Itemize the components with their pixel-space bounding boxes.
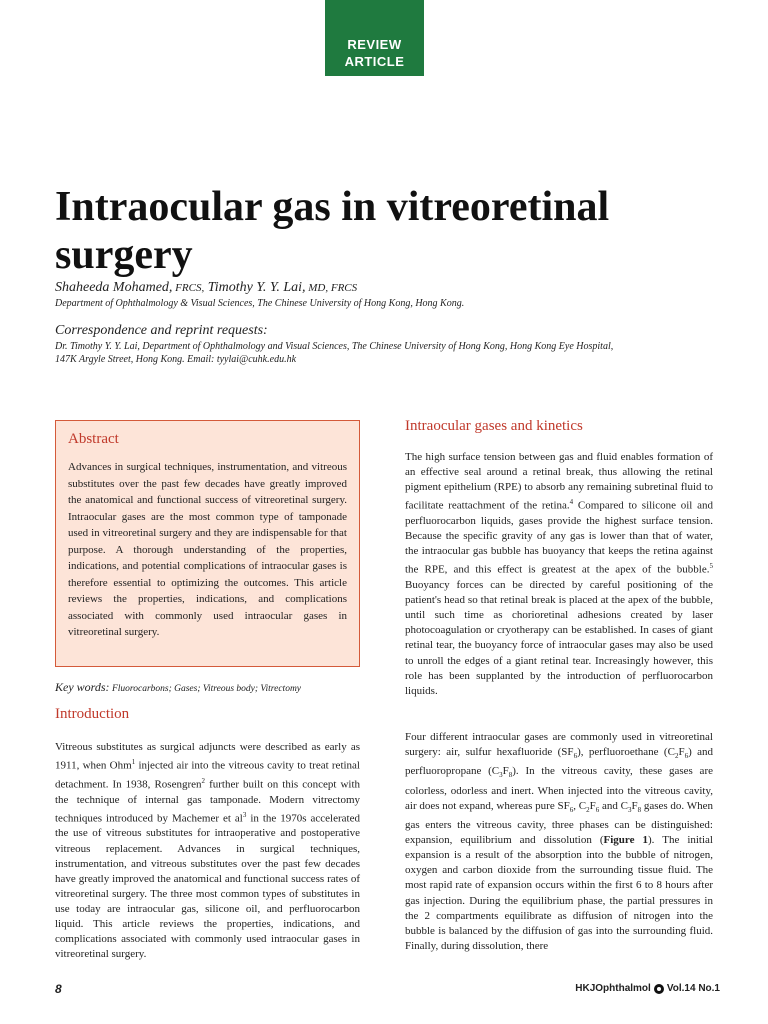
abstract-box	[55, 420, 360, 667]
intro-text-3: further built on this concept with the technique of internal gas tamponade. Modern vitrectomy techniques introduced by Machemer et al	[55, 778, 361, 825]
k2-s1: 6	[573, 752, 578, 761]
k2-s3: 6	[684, 752, 689, 761]
author-2-degree: MD, FRCS	[305, 282, 358, 294]
k2-t11: gases do. When gas enters the vitreous cavity, three phases can be distinguished: expansion, equilibrium and dissolution (	[405, 799, 713, 847]
badge-line-1: REVIEW	[347, 37, 402, 52]
author-line	[55, 280, 357, 296]
intro-text-2: injected air into the vitreous cavity to treat retinal detachment. In 1938, Rosengren	[55, 759, 360, 791]
ref-4: 4	[569, 498, 574, 507]
introduction-heading: Introduction	[55, 706, 130, 722]
kinetics-paragraph-2	[405, 730, 713, 954]
kinetics-paragraph-1	[405, 450, 713, 699]
abstract-heading: Abstract	[68, 431, 119, 447]
correspondence-heading: Correspondence and reprint requests:	[55, 323, 268, 338]
author-1-degree: FRCS,	[172, 282, 205, 294]
ref-2: 2	[201, 776, 206, 785]
intro-text-4: in the 1970s accelerated the use of vitreous substitutes for intraoperative and postoperative vitreous replacement. Advances in surgical techniques, instrumentation, and vitreous substitutes over the past few decades have greatly improved the anatomical and functional success rates of vitreoretinal surgery. The three most common types of substitutes in use today are intraocular gas, silicone oil, and perfluorocarbon liquid. This article reviews the properties, indications, and complications associated with commonly used intraocular gases in vitreoretinal surgery.	[55, 812, 360, 961]
k2-t3: F	[678, 746, 685, 759]
correspondence-line-1: Dr. Timothy Y. Y. Lai, Department of Ophthalmology and Visual Sciences, The Chinese University of Hong Kong, Hong Kong Eye Hospital,	[55, 341, 614, 352]
k2-t2: ), perfluoroethane (C	[577, 746, 675, 759]
keywords-label: Key words:	[55, 680, 110, 694]
keywords	[55, 680, 360, 695]
author-1: Shaheeda Mohamed,	[55, 280, 173, 295]
journal-logo-icon	[654, 984, 664, 994]
k2-t7: , C	[573, 799, 587, 812]
ref-5: 5	[709, 562, 713, 571]
journal-volume: Vol.14 No.1	[666, 983, 720, 994]
journal-name: HKJOphthalmol	[575, 983, 651, 994]
keywords-values: Fluorocarbons; Gases; Vitreous body; Vitrectomy	[109, 684, 302, 694]
k2-t6: ). In the vitreous cavity, these gases are colorless, odorless and inert. When injected into the vitreous cavity, air does not expand, whereas pure SF	[405, 765, 713, 812]
k2-s2: 2	[674, 752, 679, 761]
k2-t5: F	[502, 765, 509, 778]
k2-t12: ). The initial expansion is a result of the absorption into the bubble of nitrogen, oxygen and carbon dioxide from the surrounding tissue fluid. The most rapid rate of expansion occurs within the first 6 to 8 hours after gas injection. During the equilibrium phase, the partial pressures in the 2 compartments equilibrate as diffusion of nitrogen into the bubble is balanced by the diffusion of gas into the surrounding fluid. Finally, during dissolution, there	[405, 834, 713, 952]
intro-text-1: Vitreous substitutes as surgical adjuncts were described as early as 1911, when Ohm	[55, 741, 360, 772]
k2-t9: and C	[599, 799, 628, 812]
abstract-text: Advances in surgical techniques, instrumentation, and vitreous substitutes over the past few decades have greatly improved the anatomical and functional success of vitreoretinal surgery. Intraocular gases are the most common type of tamponade used in vitreoretinal surgery and they are indispensable for that purpose. A thorough understanding of the properties, indications, and potential complications of intraocular gases is therefore essential to optimizing the outcomes. This article reviews the properties, indications, and complications associated with commonly used intraocular gases in vitreoretinal surgery.	[68, 461, 347, 638]
page-number: 8	[55, 982, 62, 996]
k2-s8: 6	[595, 805, 600, 814]
k2-s7: 2	[586, 805, 590, 814]
k2-s9: 3	[627, 805, 632, 814]
figure-1-link[interactable]: Figure 1	[603, 834, 648, 847]
badge-line-2: ARTICLE	[344, 54, 405, 69]
article-type-badge	[325, 0, 424, 76]
k2-s4: 3	[499, 771, 503, 780]
k2-s10: 8	[637, 805, 642, 814]
k2-s5: 8	[508, 771, 513, 780]
journal-footer	[575, 983, 720, 994]
k2-s6: 6	[569, 805, 574, 814]
k2-t10: F	[631, 799, 638, 812]
kin-text-2: Compared to silicone oil and perfluorocarbon liquids, gases provide the highest surface tension. Because the specific gravity of any gas is lower than that of water, the intraocular gas bubble has buoyancy that keeps the retina against the RPE, and this effect is greatest at the apex of the bubble.	[405, 499, 713, 576]
k2-t8: F	[589, 799, 596, 812]
introduction-text	[55, 740, 360, 962]
k2-t1: Four different intraocular gases are commonly used in vitreoretinal surgery: air, sulfur hexafluoride (SF	[405, 731, 713, 759]
ref-1: 1	[131, 758, 136, 767]
author-2: Timothy Y. Y. Lai,	[204, 280, 306, 295]
kinetics-heading: Intraocular gases and kinetics	[405, 418, 583, 434]
correspondence-line-2: 147K Argyle Street, Hong Kong. Email: tyylai@cuhk.edu.hk	[55, 354, 297, 365]
affiliation: Department of Ophthalmology & Visual Sciences, The Chinese University of Hong Kong, Hong Kong.	[55, 298, 465, 309]
k2-t4: ) and perfluoropropane (C	[405, 746, 714, 778]
ref-3: 3	[242, 810, 247, 819]
kin-text-1: The high surface tension between gas and fluid enables formation of an effective seal around a retinal break, thus allowing the retinal pigment epithelium (RPE) to absorb any remaining subretinal fluid to facilitate reattachment of the retina.	[405, 451, 713, 512]
kin-text-3: Buoyancy forces can be directed by careful positioning of the patient's head so that retinal break is placed at the apex of the bubble, until such time as chorioretinal adhesions created by laser photocoagulation or cryotherapy can be established. In cases of giant retinal tear, the buoyancy force of intraocular gases may also be used to unroll the edges of a giant retinal tear. Increasingly however, this role has been supplanted by the introduction of perfluorocarbon liquids.	[405, 579, 713, 697]
article-title: Intraocular gas in vitreoretinal surgery	[55, 184, 610, 278]
